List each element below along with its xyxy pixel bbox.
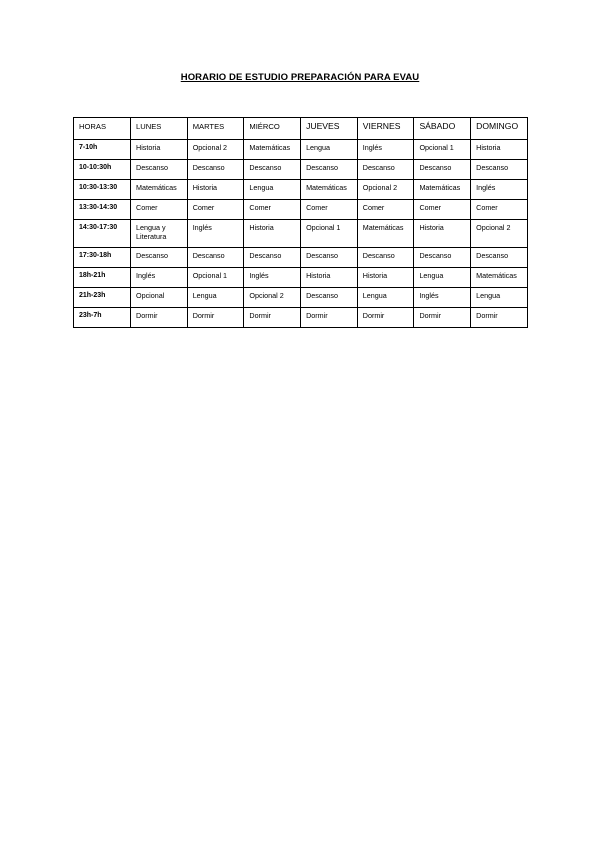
table-cell: Comer <box>301 200 358 220</box>
table-cell: Comer <box>414 200 471 220</box>
table-cell: Dormir <box>131 308 188 328</box>
table-cell: Comer <box>244 200 301 220</box>
table-cell: Inglés <box>471 180 528 200</box>
header-wednesday: MIÉRCO <box>244 118 301 140</box>
header-friday: VIERNES <box>357 118 414 140</box>
table-cell: Lengua <box>471 288 528 308</box>
table-cell: Descanso <box>301 160 358 180</box>
table-cell: Comer <box>187 200 244 220</box>
table-cell: Descanso <box>471 248 528 268</box>
table-cell: Lengua <box>244 180 301 200</box>
table-cell: Opcional 2 <box>357 180 414 200</box>
table-cell: Lengua <box>357 288 414 308</box>
table-cell: Descanso <box>414 248 471 268</box>
table-cell: Opcional 2 <box>471 220 528 248</box>
table-cell: Opcional 1 <box>301 220 358 248</box>
hour-cell: 7-10h <box>74 140 131 160</box>
table-cell: Dormir <box>414 308 471 328</box>
table-cell: Descanso <box>301 288 358 308</box>
header-hours: HORAS <box>74 118 131 140</box>
table-cell: Matemáticas <box>244 140 301 160</box>
table-cell: Inglés <box>244 268 301 288</box>
table-row <box>74 268 528 288</box>
table-row <box>74 200 528 220</box>
header-row <box>74 118 528 140</box>
table-cell: Matemáticas <box>357 220 414 248</box>
table-cell: Matemáticas <box>414 180 471 200</box>
table-row <box>74 180 528 200</box>
table-cell: Opcional <box>131 288 188 308</box>
table-cell: Matemáticas <box>301 180 358 200</box>
table-cell: Dormir <box>244 308 301 328</box>
table-cell: Historia <box>471 140 528 160</box>
table-cell: Descanso <box>357 160 414 180</box>
hour-cell: 17:30-18h <box>74 248 131 268</box>
table-cell: Dormir <box>187 308 244 328</box>
table-cell: Opcional 2 <box>244 288 301 308</box>
table-cell: Descanso <box>357 248 414 268</box>
table-cell: Historia <box>414 220 471 248</box>
hour-cell: 21h-23h <box>74 288 131 308</box>
table-cell: Descanso <box>414 160 471 180</box>
table-row <box>74 160 528 180</box>
header-saturday: SÁBADO <box>414 118 471 140</box>
table-cell: Inglés <box>187 220 244 248</box>
header-sunday: DOMINGO <box>471 118 528 140</box>
table-row <box>74 248 528 268</box>
table-cell: Lengua <box>414 268 471 288</box>
page-title: HORARIO DE ESTUDIO PREPARACIÓN PARA EVAU <box>180 72 420 83</box>
table-cell: Opcional 2 <box>187 140 244 160</box>
table-cell: Matemáticas <box>471 268 528 288</box>
table-cell: Comer <box>357 200 414 220</box>
hour-cell: 18h-21h <box>74 268 131 288</box>
table-row <box>74 220 528 248</box>
table-cell: Comer <box>131 200 188 220</box>
header-tuesday: MARTES <box>187 118 244 140</box>
table-cell: Lengua <box>187 288 244 308</box>
hour-cell: 10:30-13:30 <box>74 180 131 200</box>
schedule-table <box>73 117 528 328</box>
table-cell: Dormir <box>301 308 358 328</box>
table-cell: Inglés <box>414 288 471 308</box>
table-cell: Descanso <box>301 248 358 268</box>
table-cell: Historia <box>357 268 414 288</box>
hour-cell: 14:30-17:30 <box>74 220 131 248</box>
table-cell: Historia <box>301 268 358 288</box>
table-cell: Matemáticas <box>131 180 188 200</box>
table-cell: Descanso <box>131 160 188 180</box>
table-row <box>74 308 528 328</box>
hour-cell: 23h-7h <box>74 308 131 328</box>
header-monday: LUNES <box>131 118 188 140</box>
table-cell: Inglés <box>131 268 188 288</box>
table-cell: Historia <box>131 140 188 160</box>
table-cell: Descanso <box>471 160 528 180</box>
table-cell: Opcional 1 <box>414 140 471 160</box>
table-cell: Opcional 1 <box>187 268 244 288</box>
table-cell: Dormir <box>357 308 414 328</box>
header-thursday: JUEVES <box>301 118 358 140</box>
table-cell: Inglés <box>357 140 414 160</box>
table-cell: Descanso <box>131 248 188 268</box>
table-cell: Historia <box>187 180 244 200</box>
hour-cell: 13:30-14:30 <box>74 200 131 220</box>
table-cell: Descanso <box>244 248 301 268</box>
table-cell: Dormir <box>471 308 528 328</box>
table-cell: Descanso <box>244 160 301 180</box>
table-cell: Comer <box>471 200 528 220</box>
table-row <box>74 288 528 308</box>
hour-cell: 10-10:30h <box>74 160 131 180</box>
table-cell: Lengua y Literatura <box>131 220 188 248</box>
table-cell: Lengua <box>301 140 358 160</box>
table-cell: Descanso <box>187 160 244 180</box>
table-row <box>74 140 528 160</box>
table-cell: Descanso <box>187 248 244 268</box>
table-cell: Historia <box>244 220 301 248</box>
